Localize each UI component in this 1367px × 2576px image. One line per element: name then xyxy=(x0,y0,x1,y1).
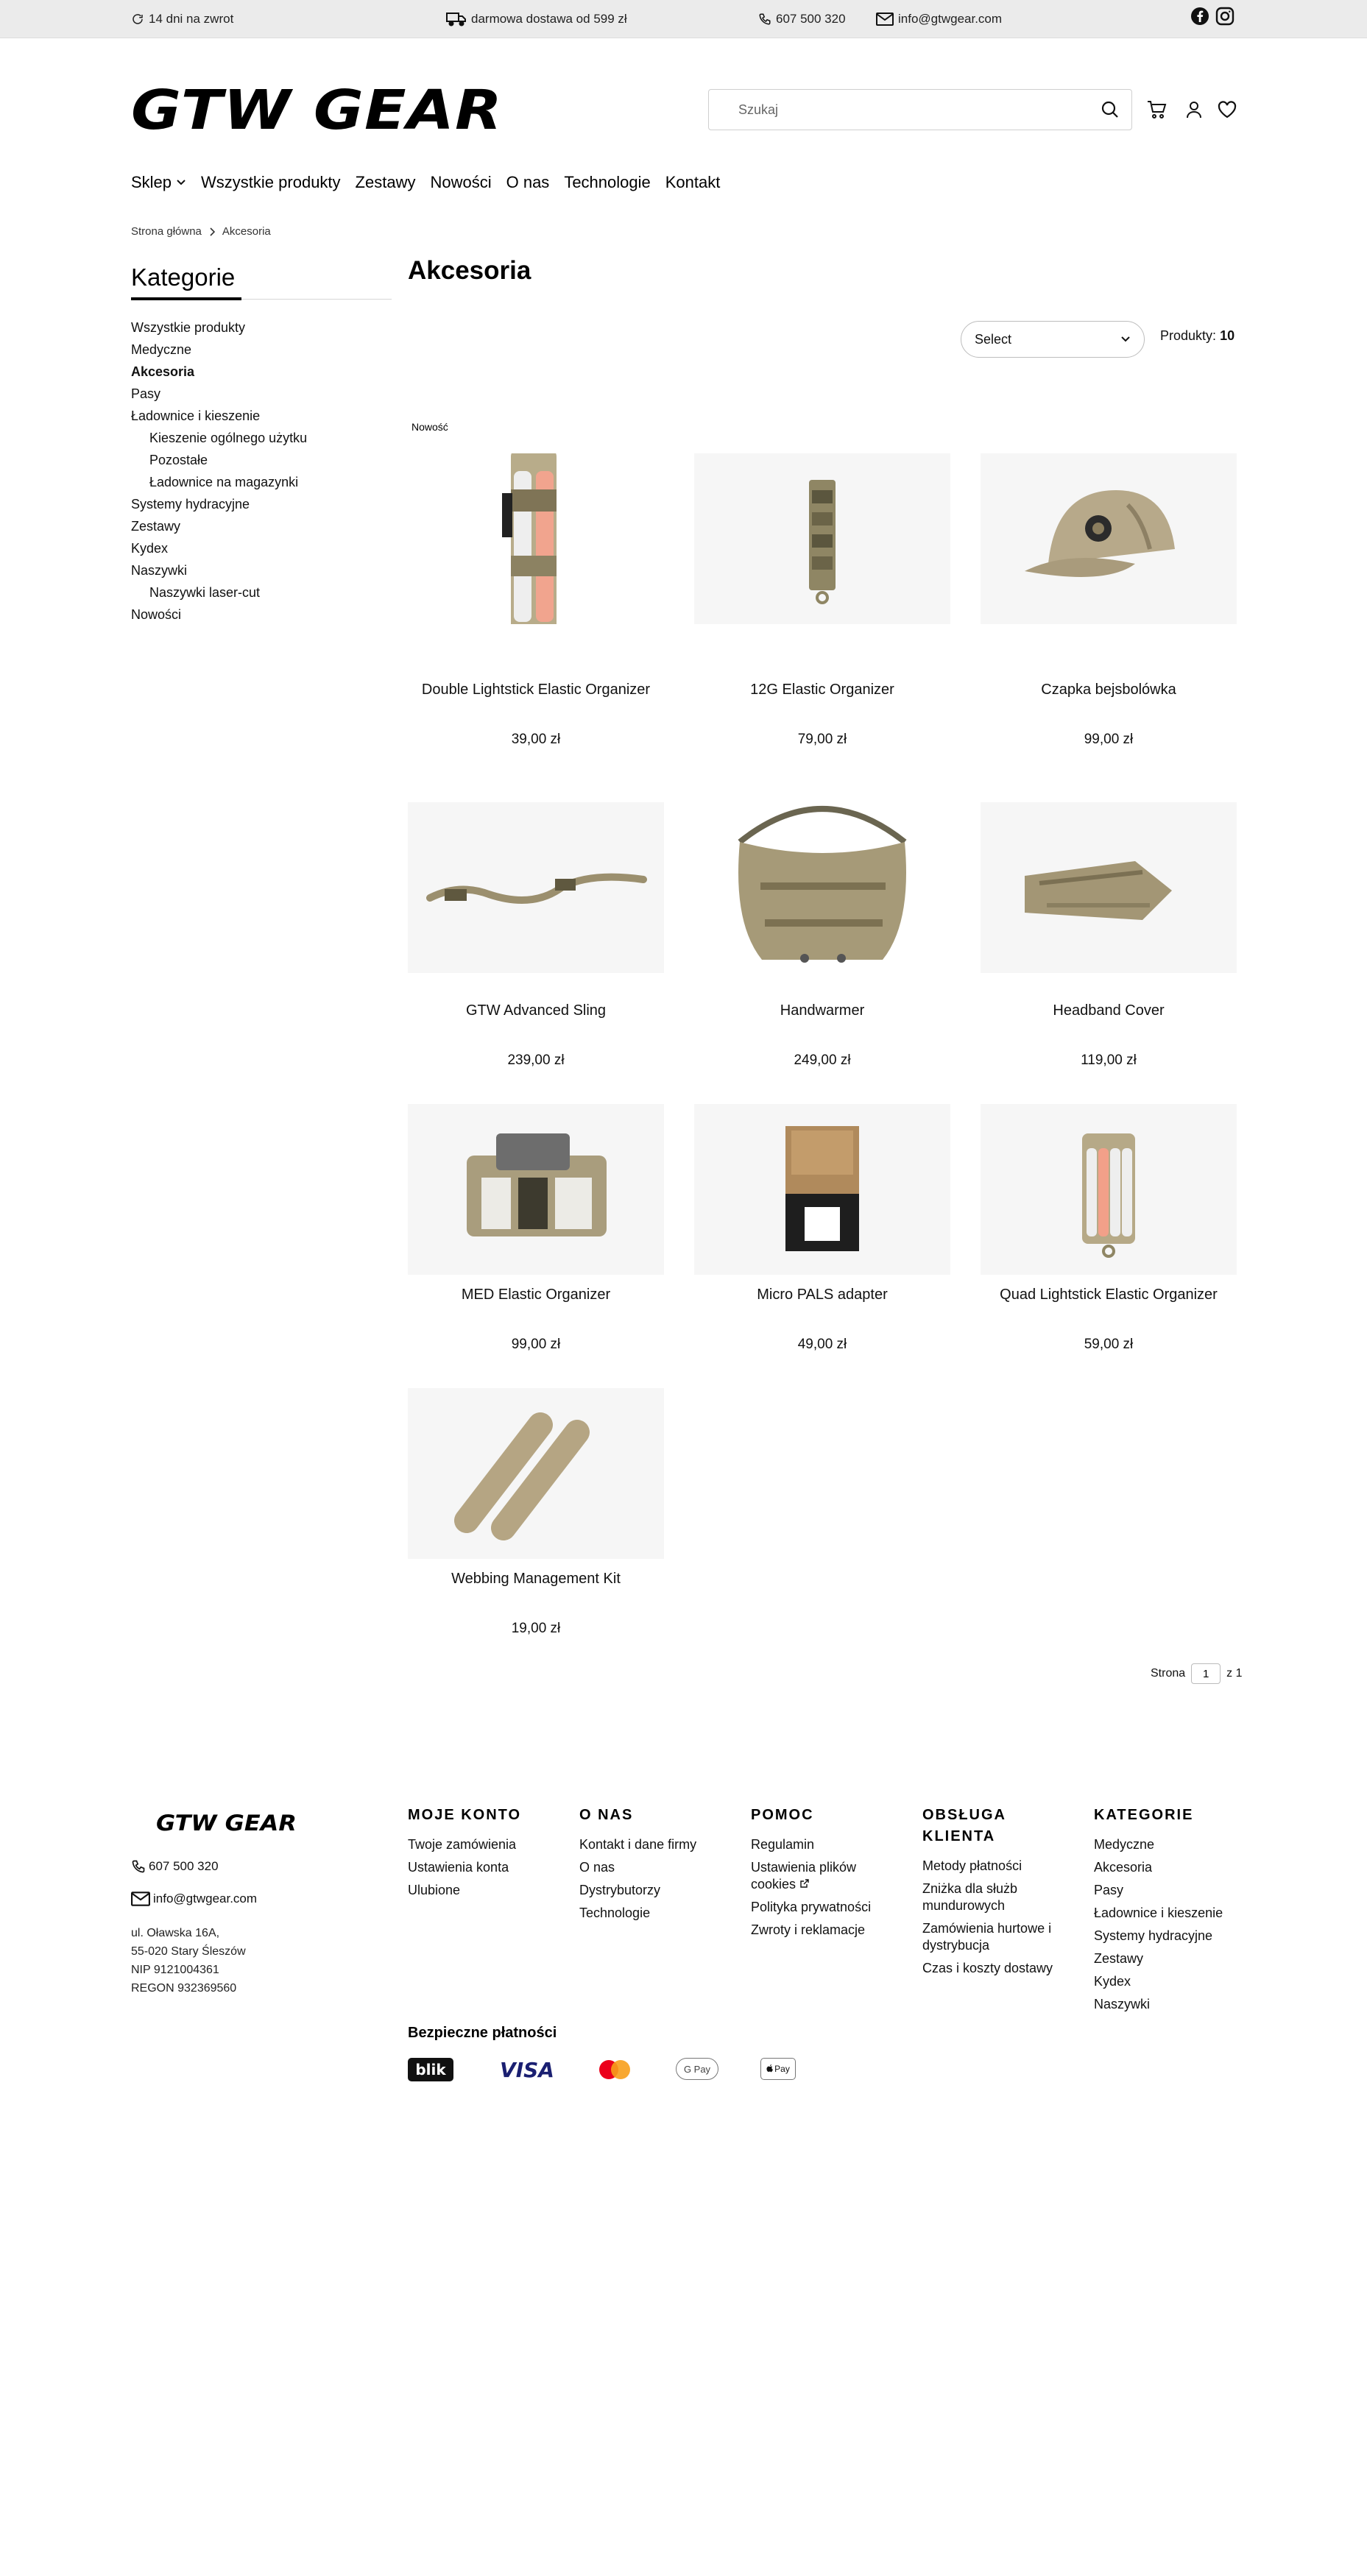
product-title[interactable]: Double Lightstick Elastic Organizer xyxy=(421,682,651,698)
footer-address xyxy=(131,1924,246,1998)
product-price: 59,00 zł xyxy=(1084,1337,1134,1352)
footer-link[interactable]: Kydex xyxy=(1094,1974,1131,1989)
category-item[interactable]: Pasy xyxy=(131,386,161,401)
footer-column-title: KATEGORIE xyxy=(1094,1807,1194,1823)
footer-column-customer-service xyxy=(922,1805,1070,1983)
footer-link-cookies-label: Ustawienia plików cookies xyxy=(751,1860,857,1892)
footer-link[interactable]: Ustawienia konta xyxy=(408,1860,509,1875)
footer-column-title: OBSŁUGA KLIENTA xyxy=(922,1807,1006,1844)
category-item[interactable]: Zestawy xyxy=(131,519,181,534)
product-image[interactable] xyxy=(408,1388,664,1559)
product-image[interactable] xyxy=(981,1104,1237,1275)
product-image[interactable] xyxy=(408,1104,664,1275)
sort-select[interactable] xyxy=(961,321,1145,358)
product-price: 79,00 zł xyxy=(797,732,847,747)
footer-column-title: MOJE KONTO xyxy=(408,1807,522,1823)
footer-link[interactable]: Zniżka dla służb mundurowych xyxy=(922,1881,1018,1913)
pager-total: z 1 xyxy=(1226,1667,1243,1680)
footer-column-about xyxy=(579,1805,734,1928)
sidebar-title-underline xyxy=(131,297,241,300)
product-title[interactable]: 12G Elastic Organizer xyxy=(750,682,894,698)
product-price: 119,00 zł xyxy=(1081,1052,1137,1068)
topbar-email-text: info@gtwgear.com xyxy=(898,12,1003,26)
headband-cover-image xyxy=(981,802,1237,973)
google-pay-logo xyxy=(676,2058,718,2080)
footer-link[interactable]: O nas xyxy=(579,1860,615,1875)
product-title[interactable]: MED Elastic Organizer xyxy=(461,1287,611,1303)
footer-link[interactable]: Polityka prywatności xyxy=(751,1900,872,1914)
top-info-bar xyxy=(0,0,1367,38)
footer-link[interactable]: Technologie xyxy=(579,1906,651,1920)
category-item[interactable]: Medyczne xyxy=(131,342,192,357)
footer-link[interactable]: Czas i koszty dostawy xyxy=(922,1961,1053,1975)
apple-pay-logo-text: Pay xyxy=(774,2064,790,2074)
category-item[interactable]: Ładownice i kieszenie xyxy=(131,408,261,423)
refresh-icon xyxy=(131,13,144,26)
nav-nowosci[interactable]: Nowości xyxy=(430,173,492,191)
nav-technologie[interactable]: Technologie xyxy=(564,173,651,191)
breadcrumb-current: Akcesoria xyxy=(222,225,271,238)
apple-icon xyxy=(766,2064,774,2073)
chevron-down-icon xyxy=(176,179,186,186)
footer-email[interactable] xyxy=(131,1892,257,1906)
product-image[interactable] xyxy=(694,1104,950,1275)
mail-icon xyxy=(131,1892,150,1906)
nav-o-nas[interactable]: O nas xyxy=(506,173,550,191)
google-pay-logo-text: G Pay xyxy=(683,2063,711,2075)
12g-organizer-image xyxy=(694,453,950,624)
footer-link[interactable]: Kontakt i dane firmy xyxy=(579,1837,697,1852)
breadcrumb xyxy=(131,225,271,238)
returns-info xyxy=(131,0,233,38)
footer-link[interactable]: Metody płatności xyxy=(922,1858,1022,1873)
footer-phone[interactable] xyxy=(131,1859,219,1874)
search-input[interactable] xyxy=(738,90,1062,130)
chevron-right-icon xyxy=(209,227,215,236)
med-organizer-image xyxy=(408,1104,664,1275)
pager-label: Strona xyxy=(1151,1667,1186,1680)
topbar-phone-text: 607 500 320 xyxy=(776,12,846,26)
shipping-text: darmowa dostawa od 599 zł xyxy=(471,12,627,26)
address-line: NIP 9121004361 xyxy=(131,1964,219,1976)
footer-link[interactable]: Ulubione xyxy=(408,1883,461,1897)
footer-link[interactable]: Pasy xyxy=(1094,1883,1124,1897)
product-title[interactable]: Webbing Management Kit xyxy=(451,1571,621,1587)
product-price: 249,00 zł xyxy=(794,1052,851,1068)
footer-link[interactable]: Ładownice i kieszenie xyxy=(1094,1906,1223,1920)
micro-pals-adapter-image xyxy=(694,1104,950,1275)
footer-column-categories xyxy=(1094,1805,1256,2019)
shipping-info xyxy=(446,0,627,38)
topbar-phone[interactable] xyxy=(758,0,846,38)
main-nav xyxy=(131,171,720,194)
page-title: Akcesoria xyxy=(408,256,531,285)
product-count-value: 10 xyxy=(1220,328,1235,343)
product-count-label: Produkty: xyxy=(1160,328,1217,343)
user-icon[interactable] xyxy=(1184,99,1204,120)
footer-link-cookies[interactable] xyxy=(751,1859,876,1893)
footer-link[interactable]: Zamówienia hurtowe i dystrybucja xyxy=(922,1921,1052,1953)
product-price: 99,00 zł xyxy=(511,1337,561,1352)
nav-sklep[interactable] xyxy=(131,173,186,192)
address-line: 55-020 Stary Śleszów xyxy=(131,1945,246,1958)
product-count xyxy=(1160,328,1234,344)
blik-logo xyxy=(408,2058,453,2081)
footer-link[interactable]: Naszywki xyxy=(1094,1997,1151,2011)
sidebar-title: Kategorie xyxy=(131,263,236,291)
product-title[interactable]: Headband Cover xyxy=(1053,1002,1165,1019)
footer-link[interactable]: Akcesoria xyxy=(1094,1860,1153,1875)
product-title[interactable]: GTW Advanced Sling xyxy=(465,1002,607,1019)
external-link-icon xyxy=(799,1878,810,1889)
returns-text: 14 dni na zwrot xyxy=(149,12,234,26)
instagram-icon[interactable] xyxy=(1215,7,1234,26)
product-title[interactable]: Handwarmer xyxy=(780,1002,865,1019)
product-image[interactable] xyxy=(408,453,664,624)
footer-email-text: info@gtwgear.com xyxy=(153,1892,258,1906)
search-icon[interactable] xyxy=(1101,100,1120,119)
product-image[interactable] xyxy=(981,802,1237,973)
product-price: 239,00 zł xyxy=(507,1052,565,1068)
product-title[interactable]: Quad Lightstick Elastic Organizer xyxy=(1000,1287,1218,1303)
secure-payments-title: Bezpieczne płatności xyxy=(408,2025,557,2041)
visa-logo xyxy=(498,2058,557,2081)
phone-icon xyxy=(131,1859,146,1874)
footer-link[interactable]: Zwroty i reklamacje xyxy=(751,1922,866,1937)
pagination xyxy=(1151,1663,1242,1684)
category-item[interactable]: Wszystkie produkty xyxy=(131,320,246,335)
subcategory-item[interactable]: Pozostałe xyxy=(149,453,208,467)
subcategory-item[interactable]: Kieszenie ogólnego użytku xyxy=(149,431,308,445)
footer-column-help xyxy=(751,1805,898,1945)
footer-phone-text: 607 500 320 xyxy=(149,1859,219,1873)
footer-link[interactable]: Regulamin xyxy=(751,1837,815,1852)
page-number-input[interactable] xyxy=(1191,1663,1221,1684)
footer-column-title: POMOC xyxy=(751,1807,814,1823)
product-title[interactable]: Czapka bejsbolówka xyxy=(1041,682,1176,698)
search-box xyxy=(708,89,1132,130)
address-line: ul. Oławska 16A, xyxy=(131,1927,220,1939)
facebook-icon[interactable] xyxy=(1190,7,1209,26)
footer-link[interactable]: Twoje zamówienia xyxy=(408,1837,517,1852)
new-badge: Nowość xyxy=(411,421,448,433)
product-image[interactable] xyxy=(981,453,1237,624)
footer-link[interactable]: Zestawy xyxy=(1094,1951,1144,1966)
breadcrumb-home[interactable]: Strona główna xyxy=(131,225,202,238)
category-item-active[interactable]: Akcesoria xyxy=(131,364,195,379)
cart-icon[interactable] xyxy=(1146,99,1167,120)
footer-link[interactable]: Systemy hydracyjne xyxy=(1094,1928,1213,1943)
product-image[interactable] xyxy=(694,783,950,991)
quad-lightstick-organizer-image xyxy=(981,1104,1237,1275)
footer-column-title: O NAS xyxy=(579,1807,634,1823)
nav-sklep-label: Sklep xyxy=(131,173,172,191)
social-links xyxy=(1190,7,1234,26)
category-item[interactable]: Kydex xyxy=(131,541,169,556)
lightstick-organizer-image xyxy=(408,453,664,624)
nav-wszystkie-produkty[interactable]: Wszystkie produkty xyxy=(201,173,341,191)
product-title[interactable]: Micro PALS adapter xyxy=(757,1287,888,1303)
category-item[interactable]: Naszywki xyxy=(131,563,188,578)
product-price: 49,00 zł xyxy=(797,1337,847,1352)
category-item[interactable]: Systemy hydracyjne xyxy=(131,497,250,512)
product-image[interactable] xyxy=(408,802,664,973)
truck-icon xyxy=(446,12,467,26)
webbing-kit-image xyxy=(408,1388,664,1559)
phone-icon xyxy=(758,13,771,26)
baseball-cap-image xyxy=(981,453,1237,624)
mail-icon xyxy=(876,13,894,26)
subcategory-item[interactable]: Ładownice na magazynki xyxy=(149,475,299,489)
product-price: 39,00 zł xyxy=(511,732,561,747)
chevron-down-icon xyxy=(1120,336,1131,343)
address-line: REGON 932369560 xyxy=(131,1982,237,1995)
footer-logo[interactable]: GTW GEAR xyxy=(156,1811,297,1836)
mastercard-logo xyxy=(595,2058,635,2081)
apple-pay-logo xyxy=(760,2058,796,2080)
product-price: 19,00 zł xyxy=(511,1621,561,1636)
product-image[interactable] xyxy=(694,453,950,624)
handwarmer-image xyxy=(694,783,950,991)
sling-image xyxy=(408,802,664,973)
footer-link[interactable]: Medyczne xyxy=(1094,1837,1155,1852)
footer-link[interactable]: Dystrybutorzy xyxy=(579,1883,661,1897)
product-price: 99,00 zł xyxy=(1084,732,1134,747)
category-item[interactable]: Nowości xyxy=(131,607,182,622)
visa-logo-text: VISA xyxy=(500,2057,554,2082)
nav-kontakt[interactable]: Kontakt xyxy=(665,173,721,191)
topbar-email[interactable] xyxy=(876,0,1002,38)
nav-zestawy[interactable]: Zestawy xyxy=(355,173,416,191)
subcategory-item[interactable]: Naszywki laser-cut xyxy=(149,585,261,600)
sort-select-value: Select xyxy=(975,331,1012,347)
heart-icon[interactable] xyxy=(1217,99,1237,120)
blik-logo-text: blik xyxy=(415,2061,446,2078)
site-logo[interactable]: GTW GEAR xyxy=(131,79,503,142)
footer-column-account xyxy=(408,1805,562,1905)
category-list xyxy=(131,316,307,626)
